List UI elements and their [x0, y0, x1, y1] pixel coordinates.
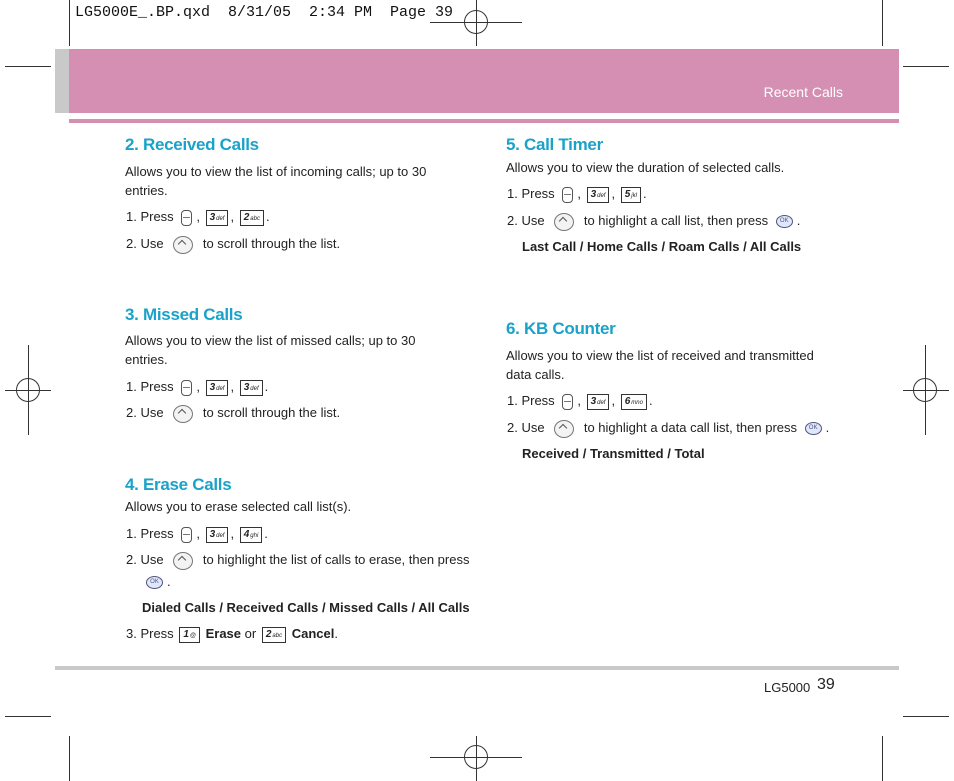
crop-mark: [69, 736, 70, 781]
registration-mark: [464, 745, 488, 769]
key-1-icon: 1@: [179, 627, 200, 643]
call-timer-description: Allows you to view the duration of selected calls.: [506, 160, 785, 175]
key-5-icon: 5jkl: [621, 187, 641, 203]
kb-counter-step-1: 1. Press , 3def , 6mno .: [507, 393, 653, 408]
erase-calls-step-3: 3. Press 1@ Erase or 2abc Cancel.: [126, 626, 338, 641]
ok-key-icon: OK: [146, 576, 163, 589]
missed-calls-description: Allows you to view the list of missed calls; up to 30 entries.: [125, 333, 416, 367]
registration-mark: [16, 378, 40, 402]
key-2-icon: 2abc: [240, 210, 264, 226]
header-rule: [69, 119, 899, 123]
print-slug: LG5000E_.BP.qxd 8/31/05 2:34 PM Page 39: [75, 4, 454, 21]
missed-calls-step-2: 2. Use to scroll through the list.: [126, 403, 340, 423]
erase-calls-heading: 4. Erase Calls: [125, 475, 232, 494]
header-band: [55, 49, 899, 113]
erase-calls-ok: OK .: [142, 572, 171, 591]
key-6-icon: 6mno: [621, 394, 647, 410]
phone-menu-icon: [181, 210, 192, 226]
footer-rule: [55, 666, 899, 670]
phone-menu-icon: [562, 187, 573, 203]
key-3-icon: 3def: [587, 394, 610, 410]
page-number: 39: [817, 676, 835, 693]
phone-menu-icon: [562, 394, 573, 410]
ok-key-icon: OK: [776, 215, 793, 228]
crop-mark: [5, 716, 51, 717]
call-timer-options: Last Call / Home Calls / Roam Calls / All Calls: [522, 239, 802, 254]
key-3-icon: 3def: [240, 380, 263, 396]
crop-mark: [882, 736, 883, 781]
kb-counter-heading: 6. KB Counter: [506, 319, 616, 338]
missed-calls-heading: 3. Missed Calls: [125, 305, 243, 324]
footer-model: LG5000: [764, 680, 811, 695]
received-calls-step-1: 1. Press , 3def , 2abc .: [126, 209, 270, 224]
erase-calls-step-2: 2. Use to highlight the list of calls to erase, then press: [126, 550, 471, 570]
key-4-icon: 4ghi: [240, 527, 263, 543]
registration-mark: [913, 378, 937, 402]
navigation-key-icon: [173, 405, 193, 423]
section-title: Recent Calls: [763, 84, 843, 100]
phone-menu-icon: [181, 380, 192, 396]
call-timer-heading: 5. Call Timer: [506, 135, 603, 154]
navigation-key-icon: [173, 552, 193, 570]
crop-mark: [903, 716, 949, 717]
call-timer-step-1: 1. Press , 3def , 5jkl .: [507, 186, 647, 201]
crop-mark: [882, 0, 883, 46]
key-3-icon: 3def: [206, 380, 229, 396]
received-calls-heading: 2. Received Calls: [125, 135, 259, 154]
missed-calls-step-1: 1. Press , 3def , 3def .: [126, 379, 269, 394]
navigation-key-icon: [554, 213, 574, 231]
erase-calls-options: Dialed Calls / Received Calls / Missed Calls / All Calls: [142, 600, 470, 615]
header-band-tab: [55, 49, 69, 113]
key-3-icon: 3def: [206, 527, 229, 543]
kb-counter-options: Received / Transmitted / Total: [522, 446, 705, 461]
call-timer-step-2: 2. Use to highlight a call list, then press OK .: [507, 211, 800, 231]
kb-counter-step-2: 2. Use to highlight a data call list, then press OK .: [507, 418, 829, 438]
registration-mark: [464, 10, 488, 34]
crop-mark: [5, 66, 51, 67]
navigation-key-icon: [173, 236, 193, 254]
key-3-icon: 3def: [587, 187, 610, 203]
erase-calls-description: Allows you to erase selected call list(s).: [125, 499, 352, 514]
phone-menu-icon: [181, 527, 192, 543]
erase-calls-step-1: 1. Press , 3def , 4ghi .: [126, 526, 268, 541]
key-3-icon: 3def: [206, 210, 229, 226]
kb-counter-description: Allows you to view the list of received and transmitted data calls.: [506, 348, 814, 382]
ok-key-icon: OK: [805, 422, 822, 435]
crop-mark: [69, 0, 70, 46]
crop-mark: [903, 66, 949, 67]
navigation-key-icon: [554, 420, 574, 438]
received-calls-step-2: 2. Use to scroll through the list.: [126, 234, 340, 254]
key-2-icon: 2abc: [262, 627, 286, 643]
received-calls-description: Allows you to view the list of incoming calls; up to 30 entries.: [125, 164, 427, 198]
